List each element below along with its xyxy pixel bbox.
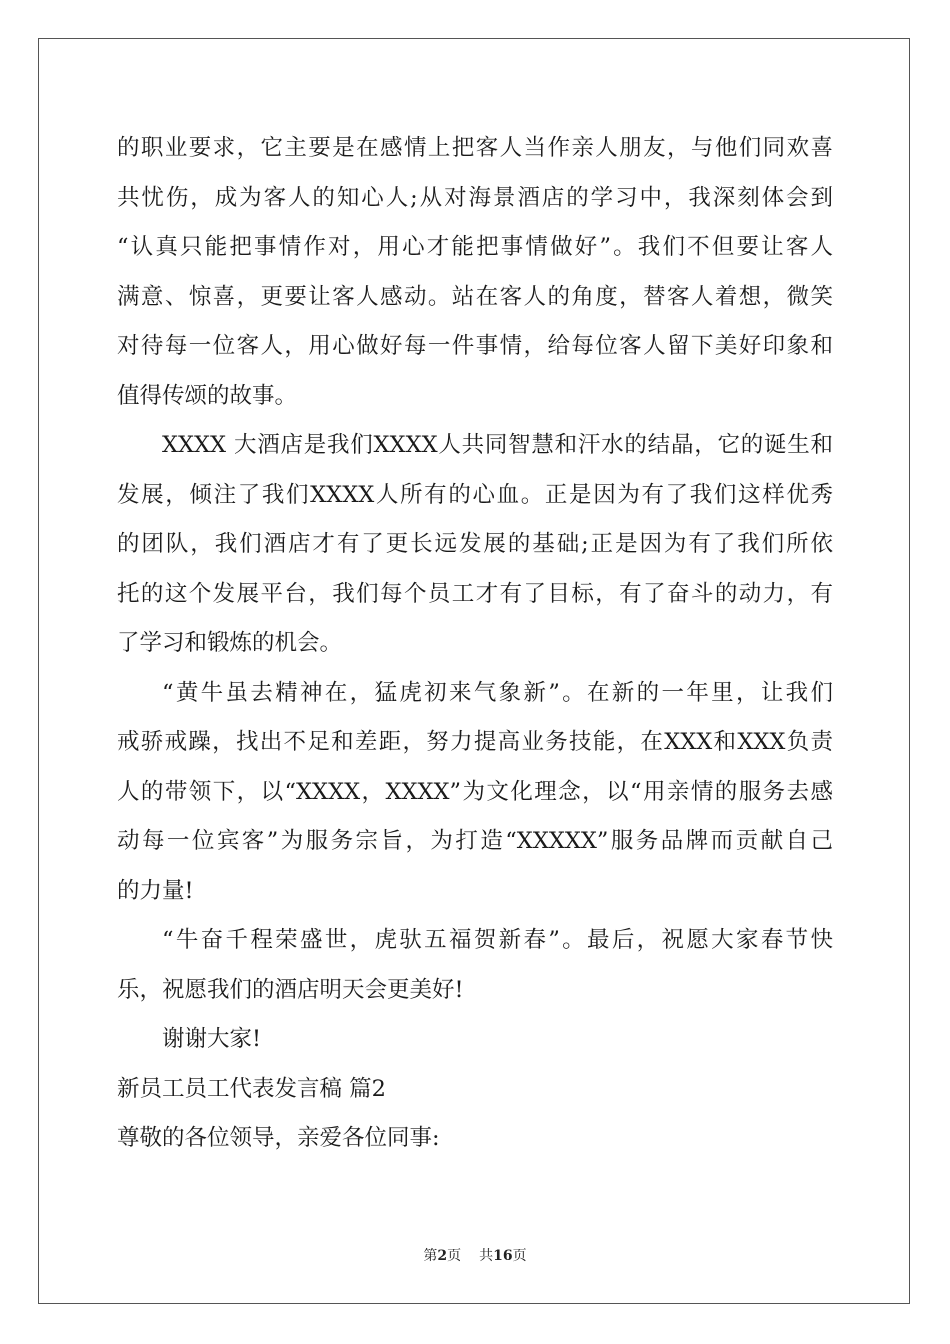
- salutation-line: 尊敬的各位领导，亲爱各位同事:: [117, 1125, 440, 1151]
- total-unit: 页: [512, 1248, 527, 1264]
- text-line: XXXX 大酒店是我们XXXX人共同智慧和汗水的结晶，它的诞生和: [162, 432, 833, 458]
- text-line: 了学习和锻炼的机会。: [117, 630, 343, 656]
- page-total: 16: [493, 1248, 513, 1264]
- text-line: 对待每一位客人，用心做好每一件事情，给每位客人留下美好印象和: [117, 333, 833, 359]
- text-line: 人的带领下，以“XXXX，XXXX”为文化理念，以“用亲情的服务去感: [117, 778, 833, 805]
- closing-line: 谢谢大家!: [162, 1026, 262, 1052]
- document-body: [117, 124, 833, 1164]
- text-line: 的职业要求，它主要是在感情上把客人当作亲人朋友，与他们同欢喜: [117, 135, 833, 161]
- text-line: “黄牛虽去精神在，猛虎初来气象新”。在新的一年里，让我们: [162, 679, 833, 706]
- text-line: “认真只能把事情作对，用心才能把事情做好”。我们不但要让客人: [117, 234, 833, 260]
- page-footer: [0, 1245, 950, 1265]
- text-line: 托的这个发展平台，我们每个员工才有了目标，有了奋斗的动力，有: [117, 580, 833, 607]
- text-line: 乐，祝愿我们的酒店明天会更美好!: [117, 976, 464, 1003]
- text-line: 共忧伤，成为客人的知心人;从对海景酒店的学习中，我深刻体会到: [117, 184, 833, 211]
- text-line: 满意、惊喜，更要让客人感动。站在客人的角度，替客人着想，微笑: [117, 283, 833, 310]
- text-line: 值得传颂的故事。: [117, 382, 298, 409]
- text-line: 的团队，我们酒店才有了更长远发展的基础;正是因为有了我们所依: [117, 531, 833, 557]
- text-line: 动每一位宾客”为服务宗旨，为打造“XXXXX”服务品牌而贡献自己: [117, 828, 833, 854]
- total-prefix: 共: [479, 1248, 494, 1264]
- page-unit: 页: [447, 1248, 462, 1264]
- text-line: “牛奋千程荣盛世，虎驮五福贺新春”。最后，祝愿大家春节快: [162, 927, 833, 953]
- text-line: 发展，倾注了我们XXXX人所有的心血。正是因为有了我们这样优秀: [117, 481, 833, 508]
- text-line: 戒骄戒躁，找出不足和差距，努力提高业务技能，在XXX和XXX负责: [117, 729, 833, 755]
- page-current: 2: [437, 1248, 448, 1264]
- page-prefix: 第: [423, 1248, 438, 1264]
- text-line: 的力量!: [117, 877, 194, 904]
- section-heading: 新员工员工代表发言稿 篇2: [117, 1075, 386, 1102]
